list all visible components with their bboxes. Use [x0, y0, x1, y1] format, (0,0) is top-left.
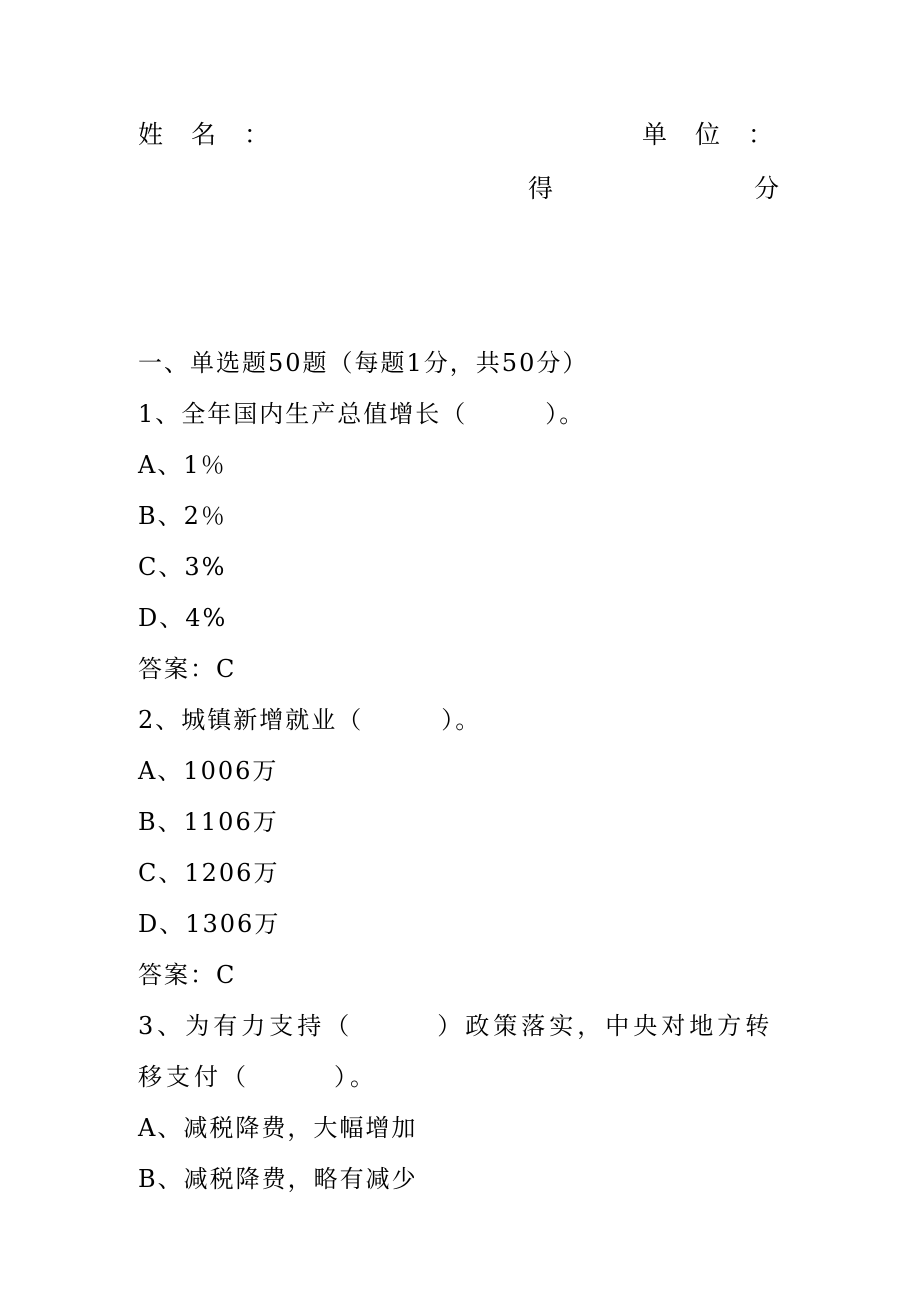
option-c: C、1206万 [138, 859, 280, 887]
option-b: B、减税降费，略有减少 [138, 1165, 418, 1193]
name-label: 姓名： [138, 120, 298, 149]
option-a: A、减税降费，大幅增加 [138, 1114, 418, 1142]
option-d: D、1306万 [138, 910, 281, 938]
question-stem: 2、城镇新增就业（ ）。 [138, 706, 482, 734]
option-c: C、3% [138, 553, 227, 581]
score-label-right: 分 [754, 174, 780, 203]
option-a: A、1％ [138, 451, 227, 479]
score-label-left: 得 [528, 174, 554, 203]
option-d: D、4% [138, 604, 228, 632]
option-a: A、1006万 [138, 757, 279, 785]
answer-line: 答案：C [138, 961, 237, 989]
unit-label: 单位： [642, 120, 802, 149]
answer-line: 答案：C [138, 655, 237, 683]
option-b: B、2％ [138, 502, 227, 530]
question-list [138, 338, 788, 1205]
question-stem: 1、全年国内生产总值增长（ ）。 [138, 400, 586, 428]
section-title: 一、单选题50题（每题1分，共50分） [138, 349, 589, 377]
question-stem: 3、为有力支持（ ）政策落实，中央对地方转移支付（ ）。 [138, 1012, 774, 1091]
option-b: B、1106万 [138, 808, 279, 836]
